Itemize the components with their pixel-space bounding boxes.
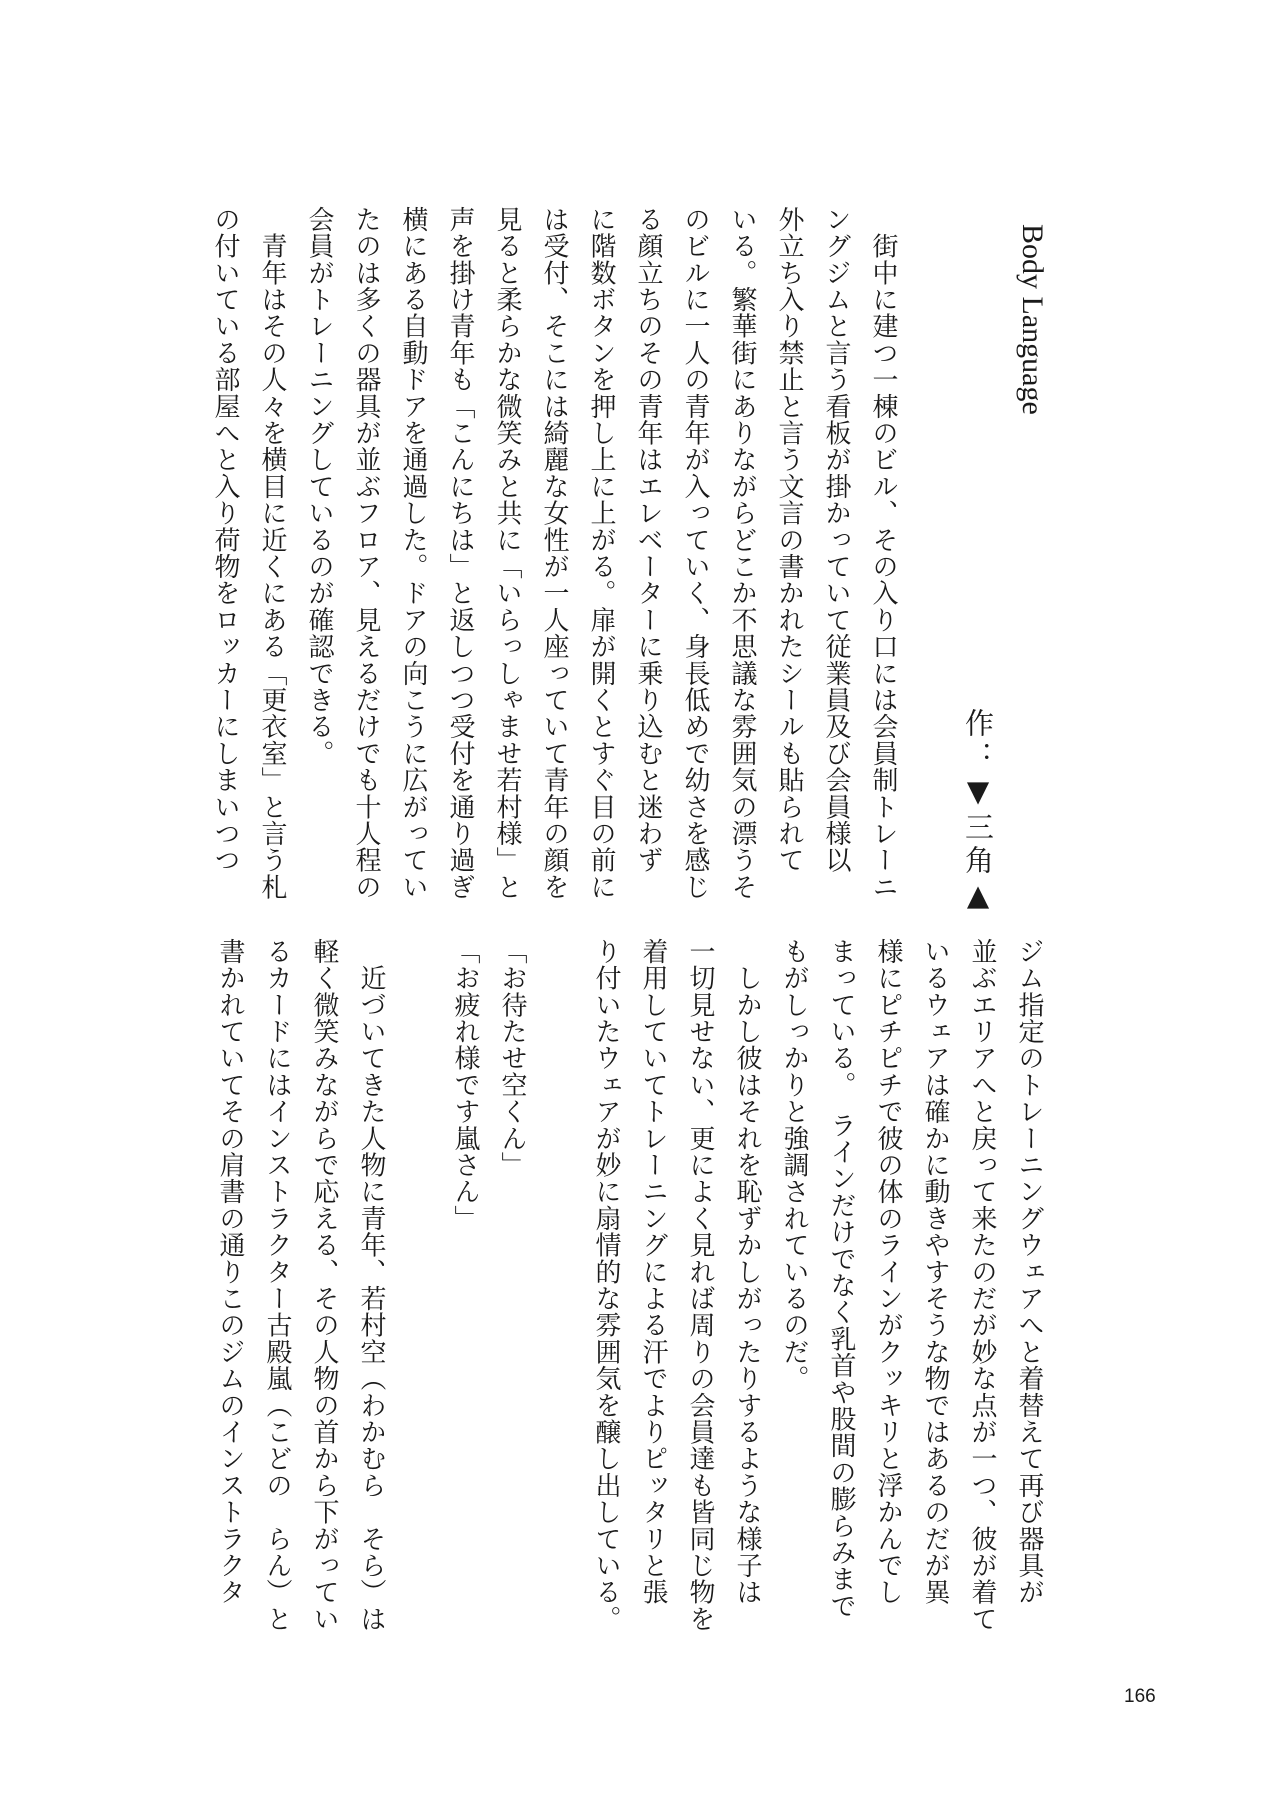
text-line <box>394 938 441 1618</box>
story-title: Body Language <box>1016 224 1049 415</box>
body-text-lower <box>202 938 1052 1633</box>
text-line: 軽く微笑みながらで応える、その人物の首から下がってい <box>309 938 339 1633</box>
text-line: 声を掛け青年も「こんにちは」と返しつつ受付を通り過ぎ <box>445 206 475 901</box>
text-line: 「お待たせ空くん」 <box>497 938 527 1179</box>
text-line: 横にある自動ドアを通過した。ドアの向こうに広がってい <box>398 206 428 901</box>
text-line <box>535 938 582 1618</box>
text-line: 近づいてきた人物に青年、若村空（わかむら そら）は <box>356 938 386 1633</box>
text-line: いるウェアは確かに動きやすそうな物ではあるのだが異 <box>920 938 950 1606</box>
author-credit: 作：▼三角▲ <box>961 708 995 916</box>
text-line: るカードにはインストラクター古殿嵐（こどの らん）と <box>262 938 292 1633</box>
text-line: る顔立ちのその青年はエレベーターに乗り込むと迷わず <box>633 206 663 874</box>
text-line: たのは多くの器具が並ぶフロア、見えるだけでも十人程の <box>351 206 381 901</box>
text-line: 見ると柔らかな微笑みと共に「いらっしゃませ若村様」と <box>492 206 522 901</box>
text-line: は受付、そこには綺麗な女性が一人座っていて青年の顔を <box>539 206 569 901</box>
text-line: 青年はその人々を横目に近くにある「更衣室」と言う札 <box>257 206 287 901</box>
text-line: まっている。 ラインだけでなく乳首や股間の膨らみまで <box>826 938 856 1620</box>
text-line: の付いている部屋へと入り荷物をロッカーにしまいつつ <box>210 206 240 874</box>
text-line: 着用していてトレーニングによる汗でよりピッタリと張 <box>638 938 668 1606</box>
text-line: 一切見せない、更によく見れば周りの会員達も皆同じ物を <box>685 938 715 1633</box>
body-text-upper <box>201 206 906 901</box>
text-line: 書かれていてその肩書の通りこのジムのインストラクタ <box>215 938 245 1606</box>
text-line: 並ぶエリアへと戻って来たのだが妙な点が一つ、彼が着て <box>967 938 997 1633</box>
text-line: 「お疲れ様です嵐さん」 <box>450 938 480 1232</box>
text-line: ングジムと言う看板が掛かっていて従業員及び会員様以 <box>821 206 851 874</box>
text-line: のビルに一人の青年が入っていく、身長低めで幼さを感じ <box>680 206 710 901</box>
page-number: 166 <box>1124 1686 1156 1707</box>
text-line: に階数ボタンを押し上に上がる。扉が開くとすぐ目の前に <box>586 206 616 901</box>
text-line: もがしっかりと強調されているのだ。 <box>779 938 809 1392</box>
text-line: 街中に建つ一棟のビル、その入り口には会員制トレーニ <box>868 206 898 901</box>
text-line: 外立ち入り禁止と言う文言の書かれたシールも貼られて <box>774 206 804 874</box>
text-line: しかし彼はそれを恥ずかしがったりするような様子は <box>732 938 762 1606</box>
text-line: ジム指定のトレーニングウェアへと着替えて再び器具が <box>1014 938 1044 1606</box>
text-line: 様にピチピチで彼の体のラインがクッキリと浮かんでし <box>873 938 903 1606</box>
text-line: 会員がトレーニングしているのが確認できる。 <box>304 206 334 767</box>
text-line: いる。繁華街にありながらどこか不思議な雰囲気の漂うそ <box>727 206 757 901</box>
text-line: り付いたウェアが妙に扇情的な雰囲気を醸し出している。 <box>591 938 621 1633</box>
